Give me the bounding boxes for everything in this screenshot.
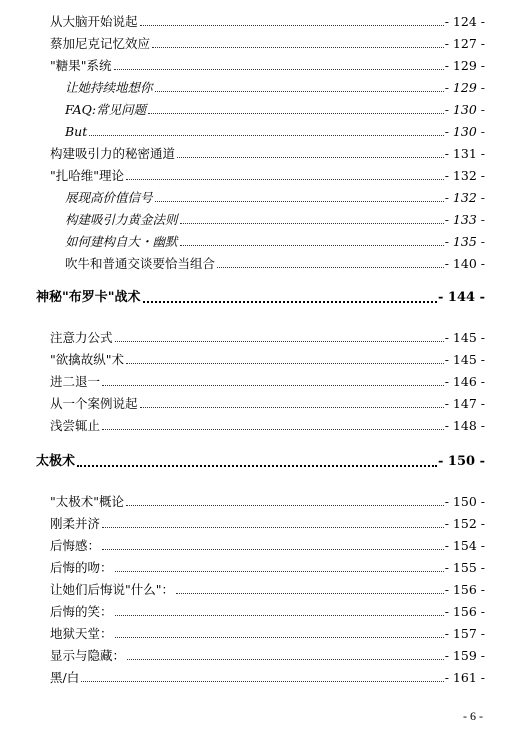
toc-entry-title: 显示与隐藏： <box>50 648 126 663</box>
toc-entry-title: 从大脑开始说起 <box>50 14 138 29</box>
toc-leader-dots <box>180 244 444 246</box>
toc-entry-title: 后悔感： <box>50 538 101 553</box>
toc-entry-title: "扎哈维"理论 <box>50 168 124 183</box>
toc-leader-dots <box>155 200 444 202</box>
toc-entry-page: - 129 - <box>444 80 485 95</box>
toc-entry-title: 如何建构自大・幽默 <box>65 234 178 249</box>
toc-entry-title: 构建吸引力黄金法则 <box>65 212 178 227</box>
toc-chapter-entry[interactable] <box>0 286 531 306</box>
toc-leader-dots <box>176 592 444 594</box>
toc-chapter-title: 太极术 <box>36 454 76 469</box>
toc-entry-title: 让她们后悔说"什么"： <box>50 582 174 597</box>
toc-leader-dots <box>126 504 444 506</box>
toc-entry-title: 从一个案例说起 <box>50 396 138 411</box>
toc-leader-dots <box>115 340 444 342</box>
toc-entry-page: - 155 - <box>444 560 485 575</box>
toc-entry-title: 注意力公式 <box>50 330 113 345</box>
toc-entry-title: 让她持续地想你 <box>65 80 153 95</box>
toc-leader-dots <box>140 24 444 26</box>
toc-entry-page: - 157 - <box>444 626 485 641</box>
toc-entry-title: "欲擒故纵"术 <box>50 352 124 367</box>
toc-leader-dots <box>148 112 444 114</box>
toc-chapter-entry[interactable] <box>0 450 531 470</box>
toc-leader-dots <box>126 178 444 180</box>
toc-entry-title: FAQ:常见问题 <box>65 102 147 117</box>
toc-entry-page: - 133 - <box>444 212 485 227</box>
toc-entry-title: 展现高价值信号 <box>65 190 153 205</box>
toc-leader-dots <box>81 680 444 682</box>
toc-leader-dots <box>140 406 444 408</box>
toc-leader-dots <box>180 222 444 224</box>
toc-entry-title: 浅尝辄止 <box>50 418 101 433</box>
toc-entry[interactable] <box>0 326 531 346</box>
page-number: - 6 - <box>463 709 483 723</box>
toc-leader-dots <box>114 68 444 70</box>
toc-entry[interactable] <box>0 370 531 390</box>
toc-entry-title: 蔡加尼克记忆效应 <box>50 36 151 51</box>
toc-entry[interactable] <box>0 10 531 30</box>
toc-entry[interactable] <box>0 644 531 664</box>
toc-entry-page: - 146 - <box>444 374 485 389</box>
toc-entry-page: - 130 - <box>444 124 485 139</box>
toc-leader-dots <box>127 658 444 660</box>
toc-entry-page: - 150 - <box>444 494 485 509</box>
toc-entry[interactable] <box>0 230 531 250</box>
toc-entry-page: - 127 - <box>444 36 485 51</box>
toc-leader-dots <box>115 570 444 572</box>
toc-entry-page: - 148 - <box>444 418 485 433</box>
toc-entry[interactable] <box>0 186 531 206</box>
toc-entry-page: - 147 - <box>444 396 485 411</box>
toc-leader-dots <box>102 428 444 430</box>
toc-leader-dots <box>89 134 443 136</box>
toc-leader-dots <box>102 384 444 386</box>
toc-entry-title: But <box>65 124 88 139</box>
toc-entry[interactable] <box>0 208 531 228</box>
toc-entry-page: - 140 - <box>444 256 485 271</box>
toc-entry[interactable] <box>0 512 531 532</box>
toc-entry-page: - 131 - <box>444 146 485 161</box>
toc-entry-title: 黑/白 <box>50 670 80 685</box>
toc-entry-page: - 129 - <box>444 58 485 73</box>
toc-entry[interactable] <box>0 348 531 368</box>
toc-entry-title: 构建吸引力的秘密通道 <box>50 146 176 161</box>
toc-leader-dots <box>152 46 444 48</box>
toc-entry[interactable] <box>0 164 531 184</box>
toc-entry-page: - 152 - <box>444 516 485 531</box>
toc-leader-dots <box>77 464 437 467</box>
toc-entry-title: 后悔的吻： <box>50 560 113 575</box>
toc-entry-title: "太极术"概论 <box>50 494 124 509</box>
toc-entry-title: 进二退一 <box>50 374 101 389</box>
toc-entry-title: "糖果"系统 <box>50 58 112 73</box>
toc-entry-title: 吹牛和普通交谈要恰当组合 <box>65 256 216 271</box>
toc-leader-dots <box>155 90 444 92</box>
toc-entry[interactable] <box>0 490 531 510</box>
toc-entry[interactable] <box>0 76 531 96</box>
toc-entry[interactable] <box>0 666 531 686</box>
toc-entry[interactable] <box>0 32 531 52</box>
toc-leader-dots <box>102 526 444 528</box>
toc-entry-page: - 159 - <box>444 648 485 663</box>
toc-entry-page: - 145 - <box>444 330 485 345</box>
toc-entry-title: 后悔的笑： <box>50 604 113 619</box>
toc-leader-dots <box>143 300 437 303</box>
toc-entry[interactable] <box>0 534 531 554</box>
toc-entry[interactable] <box>0 392 531 412</box>
toc-leader-dots <box>115 614 444 616</box>
toc-entry[interactable] <box>0 556 531 576</box>
toc-chapter-title: 神秘"布罗卡"战术 <box>36 290 141 305</box>
toc-entry-page: - 132 - <box>444 190 485 205</box>
toc-entry[interactable] <box>0 142 531 162</box>
toc-entry-page: - 130 - <box>444 102 485 117</box>
toc-leader-dots <box>217 266 444 268</box>
toc-entry-title: 地狱天堂： <box>50 626 113 641</box>
toc-entry-page: - 124 - <box>444 14 485 29</box>
toc-entry[interactable] <box>0 414 531 434</box>
toc-entry-page: - 156 - <box>444 604 485 619</box>
toc-leader-dots <box>126 362 444 364</box>
toc-entry-page: - 154 - <box>444 538 485 553</box>
toc-entry-page: - 161 - <box>444 670 485 685</box>
toc-leader-dots <box>115 636 444 638</box>
toc-entry[interactable] <box>0 252 531 272</box>
toc-entry[interactable] <box>0 120 531 140</box>
toc-entry-title: 刚柔并济 <box>50 516 101 531</box>
toc-entry[interactable] <box>0 622 531 642</box>
toc-entry[interactable] <box>0 54 531 74</box>
toc-entry-page: - 135 - <box>444 234 485 249</box>
toc-leader-dots <box>177 156 444 158</box>
toc-leader-dots <box>102 548 444 550</box>
toc-entry[interactable] <box>0 600 531 620</box>
toc-entry[interactable] <box>0 578 531 598</box>
toc-chapter-page: - 150 - <box>438 454 485 469</box>
toc-entry[interactable] <box>0 98 531 118</box>
toc-entry-page: - 145 - <box>444 352 485 367</box>
toc-entry-page: - 132 - <box>444 168 485 183</box>
toc-chapter-page: - 144 - <box>438 290 485 305</box>
toc-entry-page: - 156 - <box>444 582 485 597</box>
